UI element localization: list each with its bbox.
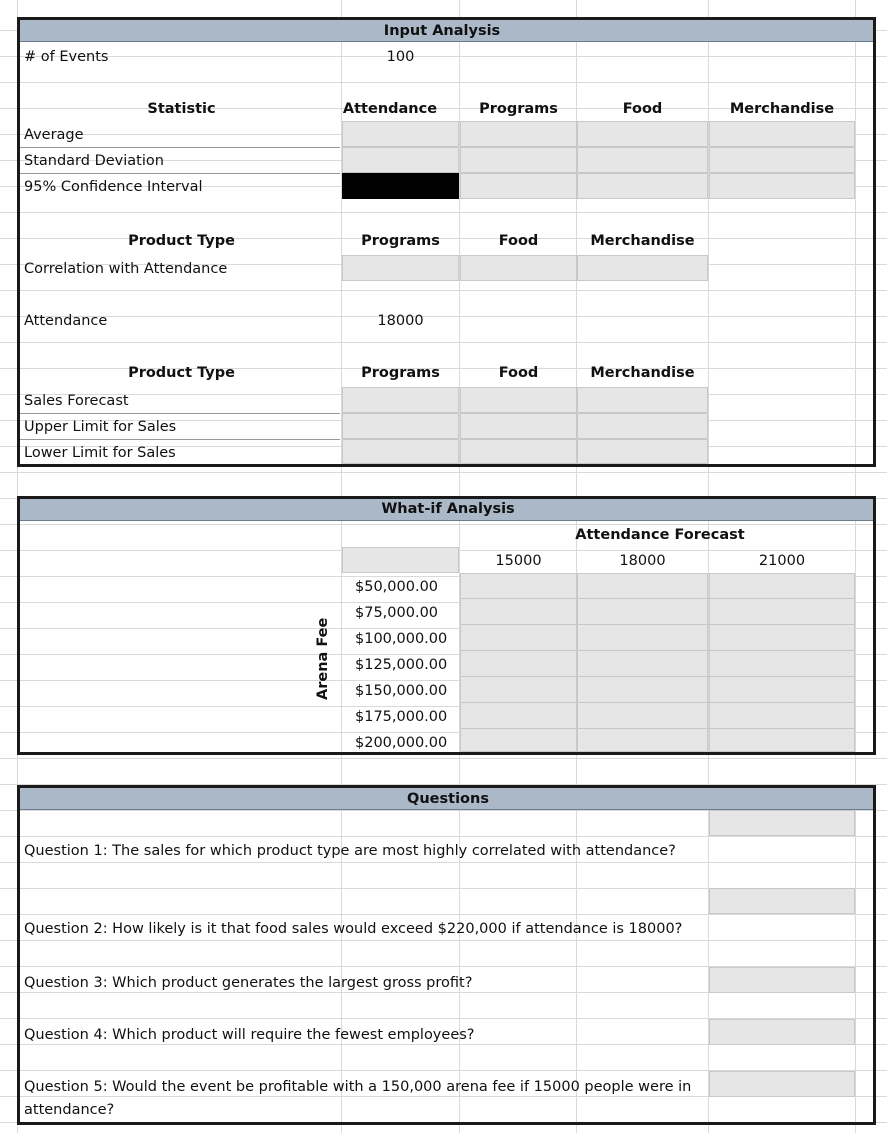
stddev-programs-cell[interactable] [460, 147, 577, 173]
forecast-col-food: Food [498, 365, 539, 381]
row-divider [20, 173, 340, 174]
question-4: Question 4: Which product will require the fewest employees? [24, 1027, 475, 1043]
corr-food-cell[interactable] [460, 255, 577, 281]
whatif-corner-cell[interactable] [342, 547, 459, 573]
attendance-forecast-header: Attendance Forecast [575, 527, 745, 543]
sales-forecast-label: Sales Forecast [24, 393, 129, 409]
input-analysis-title: Input Analysis [383, 23, 501, 39]
fee-175000: $175,000.00 [355, 709, 448, 725]
corr-col-merchandise: Merchandise [590, 233, 695, 249]
statistic-header: Statistic [147, 101, 216, 117]
stddev-attendance-cell[interactable] [342, 147, 459, 173]
forecast-programs-cell[interactable] [342, 387, 459, 413]
answer-1-cell[interactable] [709, 810, 855, 836]
corr-col-programs: Programs [361, 233, 440, 249]
stddev-food-cell[interactable] [577, 147, 708, 173]
whatif-grid-lines [460, 573, 855, 752]
attendance-label: Attendance [24, 313, 108, 329]
col-header-programs: Programs [479, 101, 558, 117]
questions-title: Questions [407, 791, 489, 807]
row-divider [20, 147, 340, 148]
stat-row-confidence-interval: 95% Confidence Interval [24, 179, 203, 195]
events-value-cell[interactable]: 100 [386, 49, 415, 65]
fee-150000: $150,000.00 [355, 683, 448, 699]
ci-programs-cell[interactable] [460, 173, 577, 199]
corr-programs-cell[interactable] [342, 255, 459, 281]
lower-programs-cell[interactable] [342, 439, 459, 464]
upper-food-cell[interactable] [460, 413, 577, 439]
question-5-line-1: Question 5: Would the event be profitable with a 150,000 arena fee if 15000 people were in [24, 1079, 692, 1095]
average-food-cell[interactable] [577, 121, 708, 147]
lower-food-cell[interactable] [460, 439, 577, 464]
upper-merchandise-cell[interactable] [577, 413, 708, 439]
arena-fee-label: Arena Fee [315, 617, 331, 700]
stat-row-average: Average [24, 127, 84, 143]
fee-75000: $75,000.00 [355, 605, 439, 621]
upper-limit-label: Upper Limit for Sales [24, 419, 177, 435]
attendance-level-21000: 21000 [758, 553, 806, 569]
question-1: Question 1: The sales for which product type are most highly correlated with attendance? [24, 843, 676, 859]
stddev-merchandise-cell[interactable] [709, 147, 855, 173]
forecast-col-merchandise: Merchandise [590, 365, 695, 381]
answer-5-cell[interactable] [709, 1071, 855, 1097]
lower-limit-label: Lower Limit for Sales [24, 445, 176, 461]
attendance-level-15000: 15000 [495, 553, 542, 569]
row-divider [20, 413, 340, 414]
average-attendance-cell[interactable] [342, 121, 459, 147]
forecast-col-programs: Programs [361, 365, 440, 381]
average-programs-cell[interactable] [460, 121, 577, 147]
upper-programs-cell[interactable] [342, 413, 459, 439]
question-2: Question 2: How likely is it that food sales would exceed $220,000 if attendance is 18000? [24, 921, 683, 937]
attendance-value-cell[interactable]: 18000 [377, 313, 424, 329]
forecast-food-cell[interactable] [460, 387, 577, 413]
question-3: Question 3: Which product generates the largest gross profit? [24, 975, 473, 991]
corr-col-food: Food [498, 233, 539, 249]
product-type-header: Product Type [128, 233, 235, 249]
average-merchandise-cell[interactable] [709, 121, 855, 147]
col-header-food: Food [622, 101, 663, 117]
row-divider [20, 439, 340, 440]
answer-2-cell[interactable] [709, 888, 855, 914]
fee-100000: $100,000.00 [355, 631, 448, 647]
col-header-attendance: Attendance [342, 101, 438, 117]
whatif-title: What-if Analysis [381, 501, 515, 517]
lower-merchandise-cell[interactable] [577, 439, 708, 464]
events-label: # of Events [24, 49, 109, 65]
product-type-header-2: Product Type [128, 365, 235, 381]
corr-merchandise-cell[interactable] [577, 255, 708, 281]
answer-3-cell[interactable] [709, 967, 855, 993]
stat-row-std-dev: Standard Deviation [24, 153, 164, 169]
answer-4-cell[interactable] [709, 1019, 855, 1045]
fee-50000: $50,000.00 [355, 579, 439, 595]
attendance-level-18000: 18000 [619, 553, 666, 569]
fee-200000: $200,000.00 [355, 735, 448, 751]
correlation-label: Correlation with Attendance [24, 261, 228, 277]
question-5-line-2: attendance? [24, 1102, 115, 1118]
col-header-merchandise: Merchandise [729, 101, 835, 117]
ci-merchandise-cell[interactable] [709, 173, 855, 199]
ci-food-cell[interactable] [577, 173, 708, 199]
forecast-merchandise-cell[interactable] [577, 387, 708, 413]
ci-attendance-cell-blacked [342, 173, 459, 199]
fee-125000: $125,000.00 [355, 657, 448, 673]
